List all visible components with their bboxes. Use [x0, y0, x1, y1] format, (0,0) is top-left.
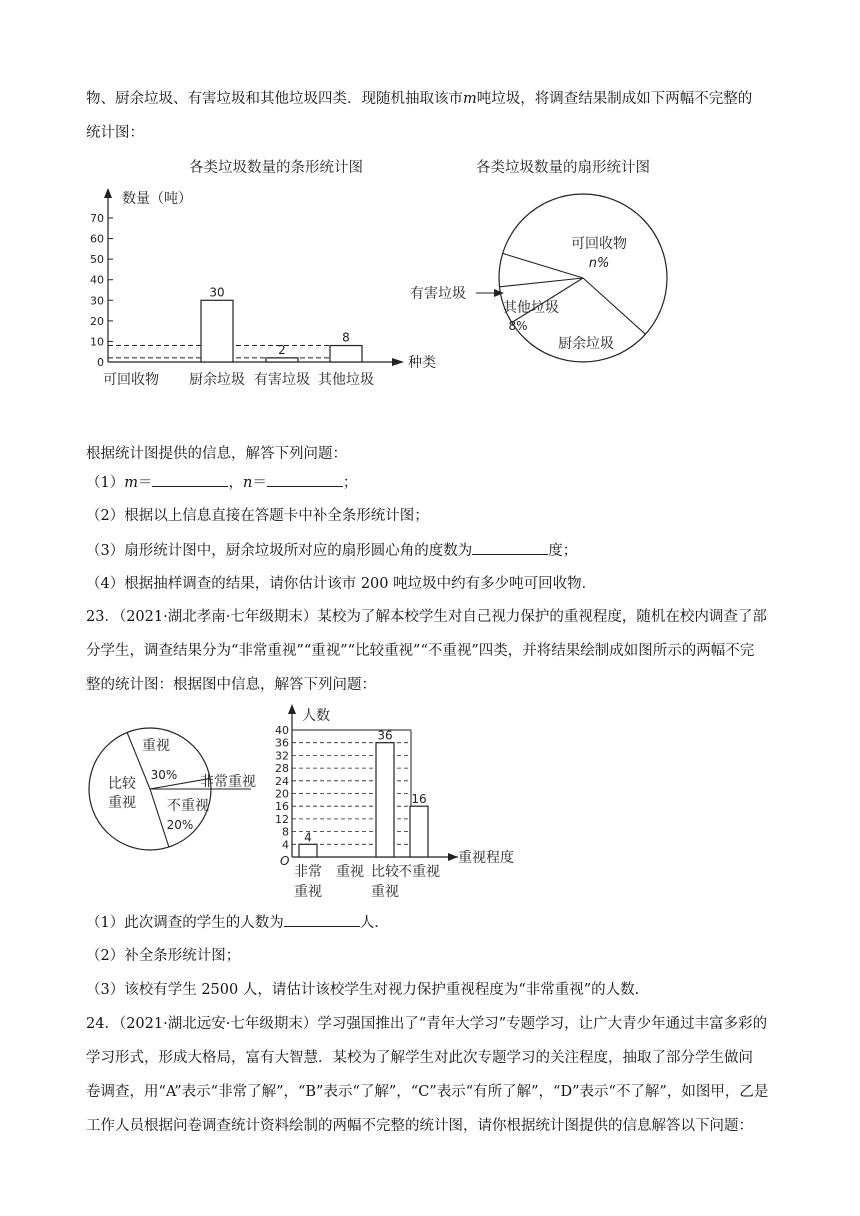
category-label: 有害垃圾 — [254, 372, 310, 388]
y-tick-label: 8 — [282, 825, 289, 839]
garbage-pie-chart — [400, 150, 720, 395]
q24-line-2: 学习形式，形成大格局，富有大智慧．某校为了解学生对此次专题学习的关注程度，抽取了部分学生做问 — [86, 1050, 753, 1066]
var-m: m — [463, 91, 477, 107]
y-tick-label: 16 — [275, 800, 289, 814]
vision-pie-chart — [86, 712, 276, 862]
vision-bar-chart — [268, 700, 538, 900]
q22-part-1: （1）m＝ ，n＝ ； — [86, 472, 357, 493]
q22-lead: 根据统计图提供的信息，解答下列问题： — [86, 446, 347, 462]
chart-title: 各类垃圾数量的条形统计图 — [189, 160, 363, 176]
y-tick-label: 30 — [90, 294, 104, 308]
y-axis-arrow — [104, 188, 112, 198]
origin-label: O — [280, 854, 290, 868]
q22-part-3: （3）扇形统计图中，厨余垃圾所对应的扇形圆心角的度数为 度； — [86, 540, 577, 561]
category-label: 比较 — [371, 864, 399, 880]
q22-part-2: （2）根据以上信息直接在答题卡中补全条形统计图； — [86, 508, 429, 524]
category-label: 非常 — [294, 864, 322, 880]
y-axis-arrow — [288, 704, 296, 714]
data-label: 30 — [209, 285, 225, 300]
y-tick-label: 70 — [90, 212, 104, 225]
slice-label-not-important: 不重视 — [167, 798, 209, 814]
data-label: 2 — [278, 342, 286, 357]
y-tick-label: 50 — [90, 253, 104, 267]
x-axis-label: 重视程度 — [458, 850, 514, 866]
q22-part-4: （4）根据抽样调查的结果，请你估计该市 200 吨垃圾中约有多少吨可回收物． — [86, 576, 597, 592]
q23-line-2: 分学生，调查结果分为“非常重视”“重视”“比较重视”“不重视”四类，并将结果绘制成如图所示的两幅不完 — [86, 643, 755, 659]
slice-label-food: 厨余垃圾 — [558, 336, 614, 352]
intro-line-1: 物、厨余垃圾、有害垃圾和其他垃圾四类．现随机抽取该市m吨垃圾，将调查结果制成如下两幅不完整的 — [86, 91, 753, 107]
y-tick-label: 40 — [275, 724, 289, 737]
bar — [299, 844, 317, 857]
category-label-line2: 重视 — [294, 884, 322, 900]
slice-label-compare-line1: 比较 — [108, 776, 136, 792]
slice-percent-recyclable: n% — [588, 256, 610, 271]
category-label: 不重视 — [398, 864, 440, 880]
data-label: 36 — [377, 728, 393, 743]
y-axis-label: 人数 — [302, 708, 330, 724]
y-tick-label: 4 — [282, 838, 289, 852]
q23-line-1: 23．（2021·湖北孝南·七年级期末）某校为了解本校学生对自己视力保护的重视程度，随机在校内调查了部 — [86, 609, 767, 625]
category-label: 其他垃圾 — [318, 372, 374, 388]
q23-line-3: 整的统计图：根据图中信息，解答下列问题： — [86, 677, 376, 693]
callout-label: 有害垃圾 — [410, 286, 466, 302]
category-label: 重视 — [336, 864, 364, 880]
x-axis-arrow — [448, 853, 458, 861]
q24-line-1: 24．（2021·湖北远安·七年级期末）学习强国推出了“青年大学习”专题学习，让广大青少年通过丰富多彩的 — [86, 1016, 768, 1032]
data-label: 8 — [342, 330, 350, 345]
y-tick-label: 28 — [275, 762, 289, 776]
category-label: 厨余垃圾 — [189, 372, 245, 388]
x-axis-label: 种类 — [408, 355, 436, 371]
slice-label-other: 其他垃圾 — [503, 300, 559, 316]
bar — [266, 358, 298, 362]
q24-line-4: 工作人员根据问卷调查统计资料绘制的两幅不完整的统计图，请你根据统计图提供的信息解答以下问题： — [86, 1118, 753, 1134]
slice-label-compare-line2: 重视 — [108, 795, 136, 811]
y-tick-label: 32 — [275, 749, 289, 763]
y-tick-label: 20 — [275, 787, 289, 801]
q23-part-2: （2）补全条形统计图； — [86, 948, 241, 964]
y-tick-label: 24 — [275, 774, 289, 788]
y-tick-label: 60 — [90, 232, 104, 246]
bar — [410, 806, 428, 857]
y-tick-label: 20 — [90, 314, 104, 328]
slice-percent-other: 8% — [508, 319, 528, 333]
slice-label-very-important: 非常重视 — [200, 774, 256, 790]
q24-line-3: 卷调查，用“A”表示“非常了解”，“B”表示“了解”，“C”表示“有所了解”，“D”表示“不了解”，如图甲，乙是 — [86, 1084, 769, 1100]
data-label: 4 — [304, 830, 312, 845]
y-axis-label: 数量（吨） — [122, 191, 192, 207]
bar — [201, 300, 233, 362]
y-tick-label: 0 — [97, 356, 104, 369]
slice-label-important: 重视 — [142, 738, 170, 754]
q23-part-3: （3）该校有学生 2500 人，请估计该校学生对视力保护重视程度为“非常重视”的人数． — [86, 982, 650, 998]
answer-blank[interactable] — [472, 540, 548, 555]
bar — [376, 743, 394, 857]
answer-blank[interactable] — [152, 472, 228, 487]
category-label: 可回收物 — [103, 372, 159, 388]
bar — [330, 346, 362, 362]
q23-part-1: （1）此次调查的学生的人数为 人． — [86, 912, 389, 933]
chart-title: 各类垃圾数量的扇形统计图 — [476, 160, 650, 176]
y-tick-label: 40 — [90, 273, 104, 287]
slice-percent-important: 30% — [150, 768, 178, 782]
intro-line-2: 统计图： — [86, 125, 144, 141]
answer-blank[interactable] — [267, 472, 343, 487]
data-label: 16 — [411, 792, 427, 807]
slice-percent-not-important: 20% — [166, 818, 194, 832]
y-tick-label: 10 — [90, 335, 104, 349]
y-tick-label: 36 — [275, 736, 289, 750]
category-label-line2: 重视 — [371, 884, 399, 900]
slice-label-recyclable: 可回收物 — [571, 236, 627, 252]
answer-blank[interactable] — [284, 912, 360, 927]
y-tick-label: 12 — [275, 812, 289, 826]
